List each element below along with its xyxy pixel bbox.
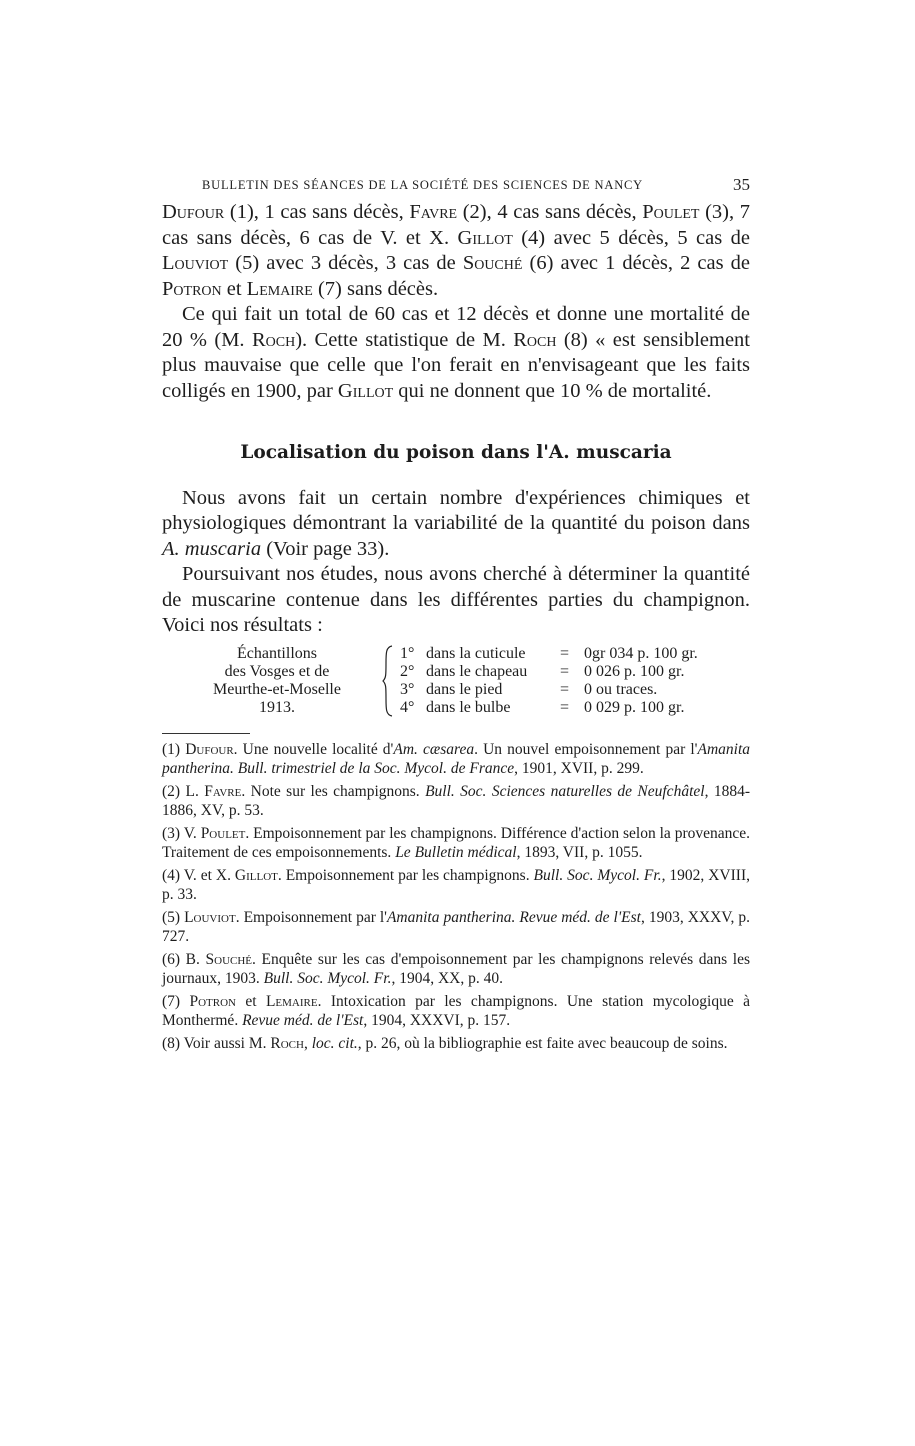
row-part: dans la cuticule bbox=[426, 644, 526, 662]
text-run: , p. 26, où la bibliographie est faite avec beaucoup de soins. bbox=[357, 1034, 728, 1052]
page bbox=[162, 172, 750, 1056]
row-index: 3° bbox=[400, 680, 415, 698]
paragraph-2 bbox=[162, 302, 750, 404]
footnote-7 bbox=[162, 992, 750, 1031]
text-run: (7) sans décès. bbox=[312, 277, 439, 300]
footnotes bbox=[162, 740, 750, 1054]
footnote-3 bbox=[162, 824, 750, 863]
text-run: ). Cette statistique de M. bbox=[295, 328, 514, 351]
row-value: 0 ou traces. bbox=[584, 680, 658, 698]
italic-run: Bull. Soc. Sciences naturelles de Neufchâtel bbox=[425, 782, 705, 800]
author-name: Souché bbox=[205, 950, 253, 968]
paragraph-3 bbox=[162, 486, 750, 563]
samples-label bbox=[192, 645, 362, 717]
text-run: . Une nouvelle localité d' bbox=[233, 740, 394, 758]
author-name: Dufour bbox=[162, 201, 225, 223]
text-run: (2) L. bbox=[162, 782, 205, 800]
row-equals: = bbox=[560, 680, 570, 698]
text-run: et bbox=[221, 277, 247, 300]
species-name: A. muscaria bbox=[162, 537, 262, 560]
result-row bbox=[400, 699, 698, 717]
text-run: (7) bbox=[162, 992, 190, 1010]
section-title: Localisation du poison dans l'A. muscaria bbox=[240, 442, 672, 463]
author-name: Louviot bbox=[162, 252, 229, 274]
text-run: , 1901, XVII, p. 299. bbox=[514, 760, 644, 777]
author-name: Lemaire bbox=[265, 992, 318, 1010]
page-number: 35 bbox=[733, 175, 750, 194]
italic-run: Am. cæsarea bbox=[393, 740, 475, 758]
row-part: dans le pied bbox=[426, 680, 503, 698]
row-index: 1° bbox=[400, 644, 415, 662]
author-name: Roch bbox=[251, 328, 296, 351]
row-index: 4° bbox=[400, 698, 415, 716]
italic-run: Le Bulletin médical bbox=[395, 844, 517, 861]
italic-run: Revue méd. de l'Est bbox=[242, 1012, 364, 1029]
row-part: dans le chapeau bbox=[426, 662, 528, 680]
text-run: (1), 1 cas sans décès, bbox=[224, 201, 410, 223]
text-run: (4) avec 5 décès, 5 cas de bbox=[512, 226, 751, 249]
text-run: (8) Voir aussi M. bbox=[162, 1034, 271, 1052]
author-name: Lemaire bbox=[246, 277, 313, 300]
result-row bbox=[400, 645, 698, 663]
text-run: . Intoxication par les champignons. Une station mycologique à Monthermé. bbox=[162, 992, 750, 1029]
row-equals: = bbox=[560, 662, 570, 680]
text-run: (6) B. bbox=[162, 950, 206, 968]
text-run: , 1893, VII, p. 1055. bbox=[516, 844, 643, 861]
row-part: dans le bulbe bbox=[426, 698, 511, 716]
text-run: (Voir page 33). bbox=[261, 537, 390, 560]
footnote-4 bbox=[162, 866, 750, 905]
text-run: (1) bbox=[162, 740, 186, 758]
author-name: Potron bbox=[162, 277, 222, 300]
row-index: 2° bbox=[400, 662, 415, 680]
author-name: Gillot bbox=[337, 379, 394, 402]
running-header bbox=[162, 172, 750, 200]
author-name: Souché bbox=[462, 252, 523, 274]
samples-label-line: des Vosges et de bbox=[224, 662, 330, 680]
text-run: , 1904, XX, p. 40. bbox=[391, 970, 503, 987]
author-name: Gillot bbox=[457, 226, 513, 249]
brace-icon bbox=[382, 645, 394, 717]
results-rows bbox=[400, 645, 698, 717]
text-run: , bbox=[303, 1034, 312, 1052]
author-name: Dufour bbox=[185, 740, 234, 758]
text-run: , 1884-1886, XV, p. 53. bbox=[162, 782, 750, 819]
text-run: , 1902, XVIII, p. 33. bbox=[162, 866, 750, 903]
samples-label-line: Échantillons bbox=[237, 644, 317, 662]
author-name: Potron bbox=[189, 992, 236, 1010]
text-run: (5) bbox=[162, 908, 185, 926]
row-value: 0 029 p. 100 gr. bbox=[584, 698, 685, 716]
text-run: . Empoisonnement par les champignons. bbox=[277, 866, 534, 884]
row-value: 0 026 p. 100 gr. bbox=[584, 662, 685, 680]
text-run: (3), 7 cas sans décès, 6 cas de V. et X. bbox=[162, 201, 750, 249]
text-run: (3) V. bbox=[162, 824, 201, 842]
author-name: Poulet bbox=[200, 824, 246, 842]
result-row bbox=[400, 663, 698, 681]
italic-run: Bull. Soc. Mycol. Fr. bbox=[533, 866, 662, 884]
result-row bbox=[400, 681, 698, 699]
samples-label-line: 1913. bbox=[259, 698, 295, 716]
text-run: (4) V. et X. bbox=[162, 866, 235, 884]
italic-run: loc. cit. bbox=[311, 1034, 358, 1052]
body-text bbox=[162, 200, 750, 639]
author-name: Favre bbox=[409, 201, 458, 223]
italic-run: Bull. Soc. Mycol. Fr. bbox=[263, 970, 392, 987]
text-run: qui ne donnent que 10 % de mortalité. bbox=[393, 379, 712, 402]
italic-run: Amanita pantherina. Bull. trimestriel de la Soc. Mycol. de France bbox=[162, 740, 751, 777]
author-name: Favre bbox=[204, 782, 242, 800]
author-name: Louviot bbox=[184, 908, 236, 926]
footnote-6 bbox=[162, 950, 750, 989]
text-run: . Un nouvel empoisonnement par l' bbox=[474, 740, 698, 758]
results-table bbox=[162, 645, 750, 717]
text-run: Nous avons fait un certain nombre d'expériences chimiques et physiologiques démontrant la variabilité de la quantité du poison dans bbox=[162, 486, 750, 534]
footnote-1 bbox=[162, 740, 750, 779]
italic-run: Amanita pantherina. Revue méd. de l'Est bbox=[386, 908, 641, 926]
author-name: Poulet bbox=[642, 201, 700, 223]
text-run: (8) « est sensiblement plus mauvaise que celle que l'on ferait en n'envisageant que les faits colligés en 1900, par bbox=[162, 328, 750, 402]
author-name: Gillot bbox=[234, 866, 278, 884]
author-name: Roch bbox=[270, 1034, 304, 1052]
text-run: (6) avec 1 décès, 2 cas de bbox=[522, 252, 750, 274]
text-run: . Empoisonnement par l' bbox=[235, 908, 387, 926]
row-equals: = bbox=[560, 698, 570, 716]
paragraph-4: Poursuivant nos études, nous avons cherché à déterminer la quantité de muscarine contenue dans les différentes parties du champignon. Voici nos résultats : bbox=[162, 563, 750, 636]
footnote-5 bbox=[162, 908, 750, 947]
text-run: . Enquête sur les cas d'empoisonnement par les champignons relevés dans les journaux, 1903. bbox=[162, 950, 750, 987]
text-run: Ce qui fait un total de 60 cas et 12 décès et donne une mortalité de 20 % (M. bbox=[162, 303, 750, 351]
row-equals: = bbox=[560, 644, 570, 662]
text-run: , 1904, XXXVI, p. 157. bbox=[363, 1012, 511, 1029]
footnote-2 bbox=[162, 782, 750, 821]
paragraph-1 bbox=[162, 200, 750, 302]
samples-label-line: Meurthe-et-Moselle bbox=[213, 680, 341, 698]
text-run: . Note sur les champignons. bbox=[241, 782, 426, 800]
text-run: (5) avec 3 décès, 3 cas de bbox=[228, 252, 463, 274]
text-run: (2), 4 cas sans décès, bbox=[457, 201, 643, 223]
author-name: Roch bbox=[513, 328, 557, 351]
text-run: . Empoisonnement par les champignons. Différence d'action selon la provenance. Traitement de ces empoisonnements. bbox=[162, 824, 750, 861]
footnote-8 bbox=[162, 1034, 750, 1054]
text-run: et bbox=[235, 992, 266, 1010]
running-header-title: BULLETIN DES SÉANCES DE LA SOCIÉTÉ DES SCIENCES DE NANCY bbox=[202, 178, 643, 192]
footnote-divider bbox=[162, 733, 250, 734]
row-value: 0gr 034 p. 100 gr. bbox=[584, 644, 698, 662]
text-run: , 1903, XXXV, p. 727. bbox=[162, 908, 750, 945]
